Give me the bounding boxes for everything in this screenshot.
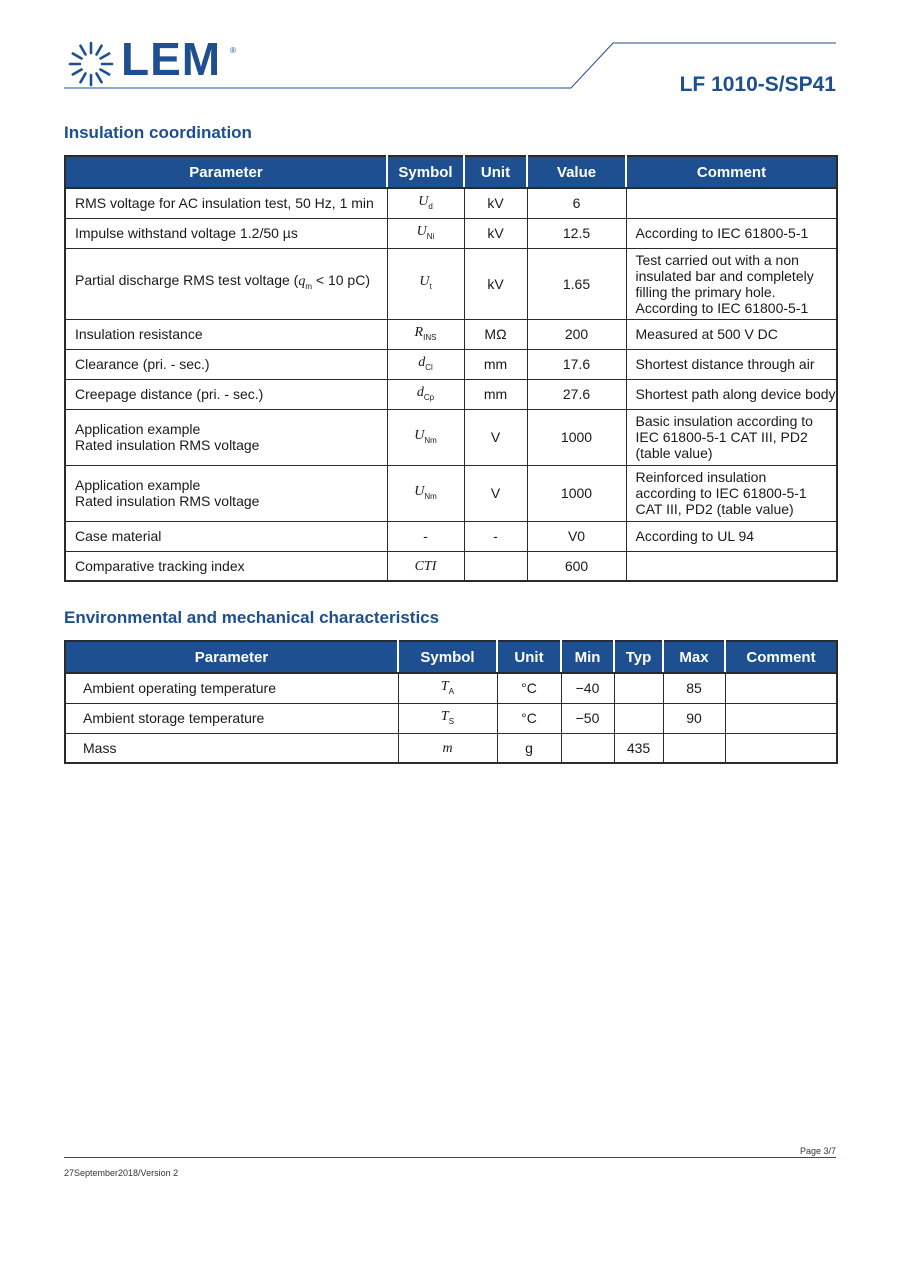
unit-cell: °C [497, 673, 561, 703]
column-header: Parameter [65, 156, 387, 188]
symbol-cell: $R_{INS}$ [387, 319, 464, 349]
comment-cell: Reinforced insulation according to IEC 61800-5-1 CAT III, PD2 (table value) [626, 465, 837, 521]
typ-cell [614, 703, 663, 733]
table-header-row [65, 641, 837, 673]
unit-cell: V [464, 465, 527, 521]
comment-cell [626, 551, 837, 581]
unit-cell: kV [464, 188, 527, 218]
table-row [65, 733, 837, 763]
logo-wordmark: LEM [121, 33, 222, 85]
value-cell: V0 [527, 521, 626, 551]
comment-cell [725, 703, 837, 733]
parameter-cell: Creepage distance (pri. - sec.) [65, 379, 387, 409]
comment-cell [725, 673, 837, 703]
parameter-cell: Comparative tracking index [65, 551, 387, 581]
value-cell: 600 [527, 551, 626, 581]
unit-cell: mm [464, 349, 527, 379]
comment-cell: According to IEC 61800-5-1 [626, 218, 837, 248]
column-header: Typ [614, 641, 663, 673]
unit-cell: mm [464, 379, 527, 409]
value-cell: 200 [527, 319, 626, 349]
symbol-cell: $d_{Cp}$ [387, 379, 464, 409]
environmental-table [64, 640, 838, 764]
logo-registered-mark: ® [230, 46, 236, 55]
min-cell: −50 [561, 703, 614, 733]
symbol-cell: CTI [387, 551, 464, 581]
parameter-cell: Impulse withstand voltage 1.2/50 µs [65, 218, 387, 248]
symbol-cell: $U_{Ni}$ [387, 218, 464, 248]
environmental-section-title: Environmental and mechanical characteristics [64, 608, 440, 627]
column-header: Unit [464, 156, 527, 188]
column-header: Min [561, 641, 614, 673]
table-row [65, 465, 837, 521]
min-cell [561, 733, 614, 763]
comment-cell [725, 733, 837, 763]
comment-cell: Basic insulation according to IEC 61800-5-1 CAT III, PD2 (table value) [626, 409, 837, 465]
value-cell: 27.6 [527, 379, 626, 409]
value-cell: 17.6 [527, 349, 626, 379]
table-row [65, 218, 837, 248]
max-cell: 90 [663, 703, 725, 733]
symbol-cell: $U_d$ [387, 188, 464, 218]
column-header: Parameter [65, 641, 398, 673]
unit-cell: - [464, 521, 527, 551]
unit-cell [464, 551, 527, 581]
parameter-cell: Clearance (pri. - sec.) [65, 349, 387, 379]
version-date: 27September2018/Version 2 [64, 1168, 179, 1178]
comment-cell: Shortest distance through air [626, 349, 837, 379]
parameter-cell: Ambient operating temperature [65, 673, 398, 703]
comment-cell: Shortest path along device body [626, 379, 837, 409]
column-header: Unit [497, 641, 561, 673]
unit-cell: V [464, 409, 527, 465]
parameter-cell: Partial discharge RMS test voltage ($q_m < 10$ pC) [65, 248, 387, 319]
document-title: LF 1010-S/SP41 [679, 73, 836, 96]
table-row [65, 379, 837, 409]
lem-sunburst-logo-icon [70, 43, 112, 85]
symbol-cell: $U_{Nm}$ [387, 409, 464, 465]
insulation-table [64, 155, 838, 582]
comment-cell: Measured at 500 V DC [626, 319, 837, 349]
footer-rule [64, 1157, 836, 1158]
parameter-cell: Ambient storage temperature [65, 703, 398, 733]
symbol-cell: $T_S$ [398, 703, 497, 733]
value-cell: 12.5 [527, 218, 626, 248]
table-row [65, 248, 837, 319]
parameter-cell: Insulation resistance [65, 319, 387, 349]
symbol-cell: m [398, 733, 497, 763]
symbol-cell: $U_t$ [387, 248, 464, 319]
parameter-cell: Application example Rated insulation RMS voltage [65, 409, 387, 465]
table-header-row [65, 156, 837, 188]
insulation-section-title: Insulation coordination [64, 123, 252, 142]
max-cell [663, 733, 725, 763]
parameter-cell: Mass [65, 733, 398, 763]
value-cell: 6 [527, 188, 626, 218]
table-row [65, 551, 837, 581]
comment-cell: According to UL 94 [626, 521, 837, 551]
column-header: Value [527, 156, 626, 188]
value-cell: 1000 [527, 465, 626, 521]
column-header: Max [663, 641, 725, 673]
max-cell: 85 [663, 673, 725, 703]
symbol-cell: $d_{Cl}$ [387, 349, 464, 379]
table-row [65, 703, 837, 733]
parameter-cell: Case material [65, 521, 387, 551]
symbol-cell: $U_{Nm}$ [387, 465, 464, 521]
table-row [65, 521, 837, 551]
typ-cell: 435 [614, 733, 663, 763]
table-row [65, 349, 837, 379]
parameter-cell: Application example Rated insulation RMS voltage [65, 465, 387, 521]
min-cell: −40 [561, 673, 614, 703]
table-row [65, 319, 837, 349]
symbol-cell: - [387, 521, 464, 551]
comment-cell: Test carried out with a non insulated bar and completely filling the primary hole. According to IEC 61800-5-1 [626, 248, 837, 319]
column-header: Comment [725, 641, 837, 673]
column-header: Symbol [398, 641, 497, 673]
symbol-cell: $T_A$ [398, 673, 497, 703]
unit-cell: °C [497, 703, 561, 733]
table-row [65, 409, 837, 465]
unit-cell: g [497, 733, 561, 763]
value-cell: 1000 [527, 409, 626, 465]
column-header: Symbol [387, 156, 464, 188]
unit-cell: kV [464, 218, 527, 248]
parameter-cell: RMS voltage for AC insulation test, 50 Hz, 1 min [65, 188, 387, 218]
page-number: Page 3/7 [799, 1146, 836, 1156]
unit-cell: MΩ [464, 319, 527, 349]
value-cell: 1.65 [527, 248, 626, 319]
unit-cell: kV [464, 248, 527, 319]
typ-cell [614, 673, 663, 703]
table-row [65, 188, 837, 218]
table-row [65, 673, 837, 703]
comment-cell [626, 188, 837, 218]
column-header: Comment [626, 156, 837, 188]
